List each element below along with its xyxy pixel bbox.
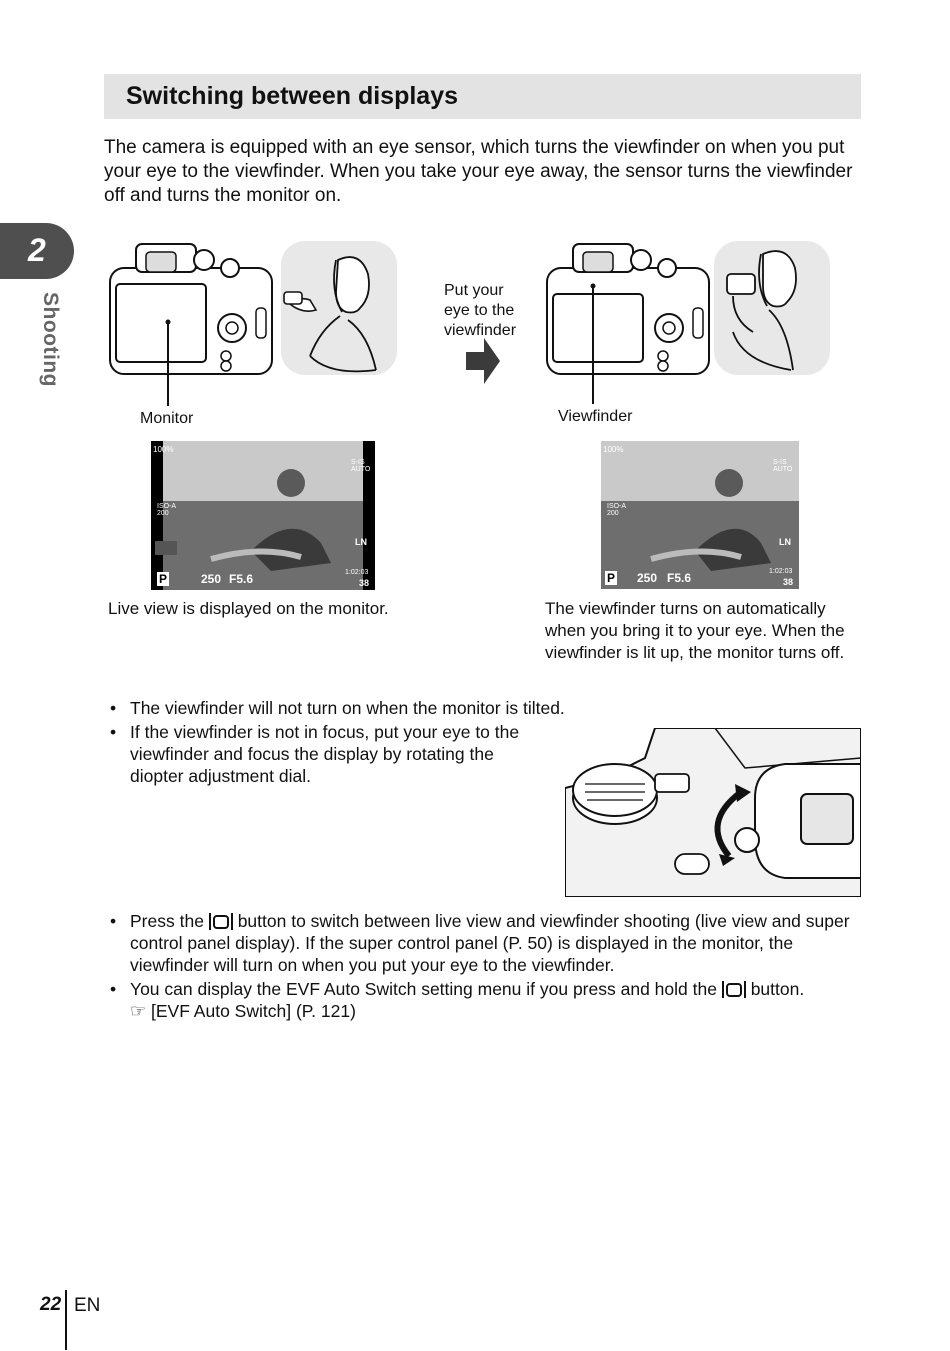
viewfinder-caption: The viewfinder turns on automatically when you bring it to your eye. When the viewfinder is lit up, the monitor turns off. xyxy=(545,599,845,662)
chapter-tab xyxy=(0,223,74,279)
shots-remaining-evf: 38 xyxy=(783,577,794,587)
monitor-pointer-line xyxy=(167,322,169,406)
viewfinder-label: Viewfinder xyxy=(558,408,633,425)
viewfinder-pointer-line xyxy=(592,288,594,404)
camera-monitor-illustration xyxy=(106,238,276,378)
person-viewfinder-illustration xyxy=(713,240,831,376)
chapter-number: 2 xyxy=(28,232,46,268)
live-view-caption: Live view is displayed on the monitor. xyxy=(108,599,389,618)
aperture-indicator-evf: F5.6 xyxy=(667,571,692,585)
footer-divider xyxy=(65,1290,67,1350)
lv-button-icon xyxy=(213,915,229,929)
camera-viewfinder-illustration xyxy=(543,238,713,378)
page-number: 22 xyxy=(40,1294,62,1315)
reference-hand-icon: ☞ xyxy=(130,1001,147,1021)
stabilizer-indicator-evf: S-IS AUTO xyxy=(773,459,793,473)
viewfinder-screen xyxy=(601,441,799,589)
mode-indicator: P xyxy=(159,572,168,586)
time-indicator-evf: 1:02:03 xyxy=(769,568,793,575)
time-indicator: 1:02:03 xyxy=(345,569,369,576)
quality-indicator-evf: LN xyxy=(779,537,791,547)
menu-reference: [EVF Auto Switch] (P. 121) xyxy=(151,1001,356,1021)
quality-indicator: LN xyxy=(355,537,367,547)
section-title-bar xyxy=(104,74,861,119)
list-item: • The viewfinder will not turn on when the monitor is tilted. xyxy=(110,698,565,718)
aperture-indicator: F5.6 xyxy=(229,572,254,586)
right-arrow-icon xyxy=(466,338,502,384)
shutter-indicator-evf: 250 xyxy=(637,571,658,585)
notes-list-top xyxy=(104,697,565,789)
stabilizer-indicator: S-IS AUTO xyxy=(351,459,371,473)
battery-indicator: 100% xyxy=(153,445,174,454)
monitor-label: Monitor xyxy=(140,410,194,427)
page-title: Switching between displays xyxy=(126,82,459,110)
notes-list-bottom xyxy=(104,910,864,1024)
list-item: • You can display the EVF Auto Switch setting menu if you press and hold the button. ☞ [EVF Auto Switch] (P. 121) xyxy=(110,979,805,1021)
mode-indicator-evf: P xyxy=(607,571,616,585)
battery-indicator-evf: 100% xyxy=(603,445,624,454)
list-item: • Press the button to switch between live view and viewfinder shooting (live view and super control panel display). If the super control panel (P. 50) is displayed in the monitor, the viewfinder will turn on when you put your eye to the viewfinder. xyxy=(110,911,850,975)
shots-remaining: 38 xyxy=(359,578,370,588)
iso-indicator: ISO-A 200 xyxy=(157,503,176,517)
arrow-instruction: Put your eye to the viewfinder xyxy=(444,282,517,339)
shutter-indicator: 250 xyxy=(201,572,222,586)
iso-indicator-evf: ISO-A 200 xyxy=(607,503,626,517)
chapter-label: Shooting xyxy=(39,292,62,387)
intro-paragraph: The camera is equipped with an eye sensor, which turns the viewfinder on when you put your eye to the viewfinder. When you take your eye away, the sensor turns the viewfinder off and turns the monitor on. xyxy=(104,137,853,206)
lv-button-icon xyxy=(726,983,742,997)
language-code: EN xyxy=(74,1295,101,1316)
person-monitor-illustration xyxy=(280,240,398,376)
list-item: • If the viewfinder is not in focus, put your eye to the viewfinder and focus the display by rotating the diopter adjustment dial. xyxy=(110,722,520,786)
live-view-screen xyxy=(151,441,375,590)
diopter-dial-illustration xyxy=(565,728,861,897)
